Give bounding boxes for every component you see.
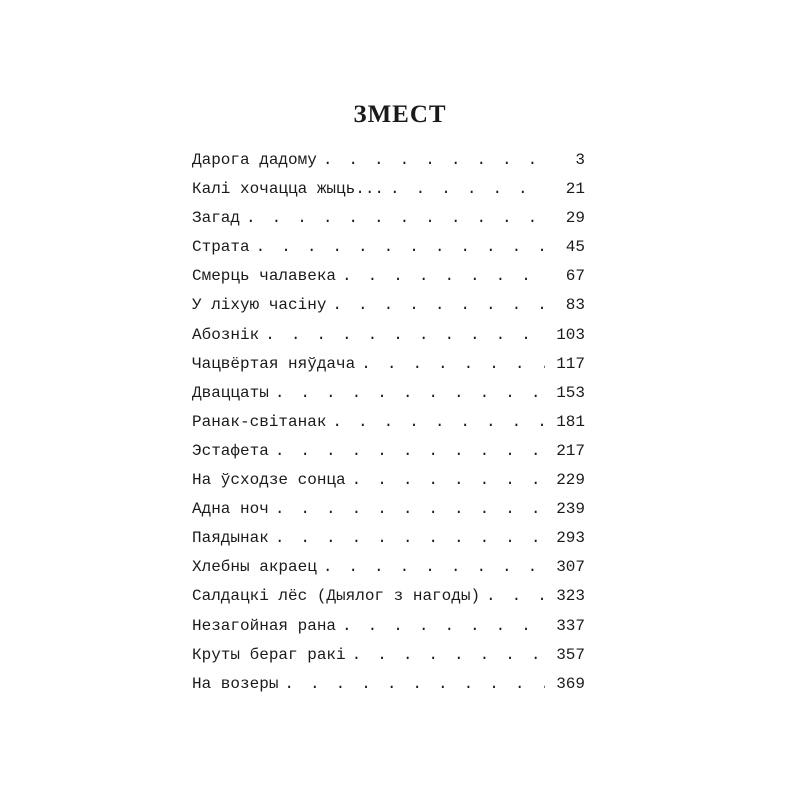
toc-entry-title: Чацвёртая няўдача [192, 355, 361, 373]
toc-entry-title: Калі хочацца жыць... [192, 180, 390, 198]
toc-entry [192, 471, 585, 500]
toc-entry-title: Страта [192, 238, 256, 256]
toc-entry-title: Хлебны акраец [192, 558, 323, 576]
toc-entry [192, 675, 585, 704]
toc-entry-page: 217 [545, 442, 585, 460]
toc-entry [192, 180, 585, 209]
toc-entry-title: Круты бераг ракі [192, 646, 352, 664]
toc-entry-title: На возеры [192, 675, 284, 693]
toc-entry-title: Эстафета [192, 442, 275, 460]
toc-dot-leader [275, 529, 545, 547]
toc-entry-page: 357 [545, 646, 585, 664]
page-title: ЗМЕСТ [353, 101, 447, 128]
toc-entry-title: Салдацкі лёс (Дыялог з нагоды) [192, 587, 486, 605]
toc-entry-title: Дарога дадому [192, 151, 323, 169]
toc-entry-page: 103 [545, 326, 585, 344]
toc-entry-page: 323 [545, 587, 585, 605]
toc-entry-page: 229 [545, 471, 585, 489]
toc-entry-page: 153 [545, 384, 585, 402]
toc-entry-page: 83 [545, 296, 585, 314]
toc-dot-leader [390, 180, 545, 198]
toc-dot-leader [323, 558, 545, 576]
toc-entry-title: Загад [192, 209, 246, 227]
table-of-contents [192, 151, 585, 704]
toc-entry [192, 442, 585, 471]
toc-dot-leader [332, 296, 545, 314]
toc-entry-page: 21 [545, 180, 585, 198]
toc-entry-page: 117 [545, 355, 585, 373]
toc-dot-leader [486, 587, 545, 605]
toc-entry [192, 384, 585, 413]
toc-entry-title: Ранак-світанак [192, 413, 332, 431]
toc-entry [192, 355, 585, 384]
toc-entry [192, 500, 585, 529]
toc-dot-leader [275, 500, 545, 518]
toc-entry [192, 529, 585, 558]
toc-entry-page: 29 [545, 209, 585, 227]
toc-entry-page: 3 [545, 151, 585, 169]
toc-dot-leader [352, 646, 545, 664]
toc-dot-leader [342, 267, 545, 285]
toc-entry-title: Абознік [192, 326, 265, 344]
toc-entry [192, 646, 585, 675]
toc-entry-title: На ўсходзе сонца [192, 471, 352, 489]
toc-entry-title: Адна ноч [192, 500, 275, 518]
toc-entry [192, 587, 585, 616]
toc-dot-leader [342, 617, 545, 635]
toc-dot-leader [284, 675, 545, 693]
toc-dot-leader [275, 384, 545, 402]
toc-entry-title: Незагойная рана [192, 617, 342, 635]
toc-entry-page: 337 [545, 617, 585, 635]
toc-entry [192, 267, 585, 296]
toc-dot-leader [352, 471, 545, 489]
toc-dot-leader [361, 355, 545, 373]
toc-dot-leader [332, 413, 545, 431]
toc-entry [192, 209, 585, 238]
toc-entry [192, 413, 585, 442]
toc-entry [192, 617, 585, 646]
toc-entry-page: 369 [545, 675, 585, 693]
toc-entry [192, 151, 585, 180]
toc-entry-page: 239 [545, 500, 585, 518]
toc-dot-leader [246, 209, 545, 227]
toc-dot-leader [275, 442, 545, 460]
toc-entry-page: 67 [545, 267, 585, 285]
toc-dot-leader [256, 238, 545, 256]
toc-entry-title: Дваццаты [192, 384, 275, 402]
toc-dot-leader [323, 151, 545, 169]
toc-entry [192, 558, 585, 587]
toc-entry-page: 181 [545, 413, 585, 431]
toc-entry [192, 296, 585, 325]
toc-entry-title: У ліхую часіну [192, 296, 332, 314]
toc-entry-page: 293 [545, 529, 585, 547]
toc-entry [192, 326, 585, 355]
toc-entry [192, 238, 585, 267]
toc-entry-page: 45 [545, 238, 585, 256]
toc-entry-title: Смерць чалавека [192, 267, 342, 285]
toc-entry-title: Паядынак [192, 529, 275, 547]
toc-dot-leader [265, 326, 545, 344]
toc-entry-page: 307 [545, 558, 585, 576]
